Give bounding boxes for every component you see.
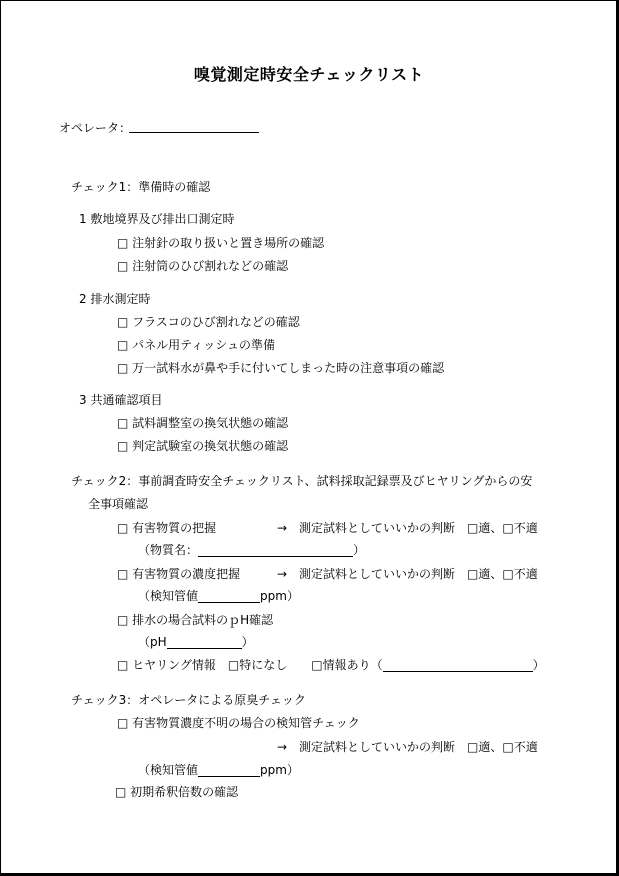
check2-item-hazard-concentration[interactable]: □ 有害物質の濃度把握 [117, 567, 241, 581]
substance-name-open: （物質名： [138, 543, 199, 557]
detector-tube-value-unit: ppm） [260, 589, 299, 603]
check2-item-hazard-concentration-judgement[interactable]: → 測定試料としていいかの判断 □適、□不適 [277, 567, 538, 581]
check1-item-prep-room-ventilation[interactable]: □ 試料調整室の換気状態の確認 [117, 416, 289, 430]
substance-name-field[interactable] [138, 543, 365, 557]
page-title: 嗅覚測定時安全チェックリスト [193, 65, 425, 84]
detector-tube-value-underline[interactable] [198, 591, 260, 603]
check3-item-detector-tube-judgement[interactable]: → 測定試料としていいかの判断 □適、□不適 [277, 740, 538, 754]
check2-item-ph-check[interactable]: □ 排水の場合試料のｐH確認 [117, 613, 274, 627]
operator-label: オペレータ： [59, 121, 132, 135]
operator-field-line[interactable] [129, 132, 259, 133]
detector-tube-value-open: （検知管値 [138, 589, 199, 603]
detector-tube-value-field[interactable] [138, 589, 299, 603]
ph-value-open: （pH [138, 635, 167, 649]
check1-section-2-label: 2 排水測定時 [79, 292, 151, 306]
ph-value-close: ） [241, 635, 254, 649]
check1-item-tissue-prep[interactable]: □ パネル用ティッシュの準備 [117, 338, 275, 352]
check1-item-needle-handling[interactable]: □ 注射針の取り扱いと置き場所の確認 [117, 236, 325, 250]
substance-name-close: ） [353, 543, 366, 557]
hearing-info-underline[interactable] [383, 660, 533, 672]
check2-item-hazard-identify-judgement[interactable]: → 測定試料としていいかの判断 □適、□不適 [277, 521, 538, 535]
substance-name-underline[interactable] [198, 545, 353, 557]
hearing-info-row[interactable] [117, 658, 545, 672]
check1-section-3-label: 3 共通確認項目 [79, 393, 163, 407]
ph-value-field[interactable] [138, 635, 254, 649]
check3-item-detector-tube[interactable]: □ 有害物質濃度不明の場合の検知管チェック [117, 716, 360, 730]
check3-detector-tube-value-open: （検知管値 [138, 763, 199, 777]
check3-detector-tube-value-field[interactable] [138, 763, 299, 777]
check2-heading-line1: チェック2：事前調査時安全チェックリスト、試料採取記録票及びヒヤリングからの安 [71, 474, 533, 488]
check3-heading: チェック3：オペレータによる原臭チェック [71, 693, 306, 707]
ph-value-underline[interactable] [167, 637, 242, 649]
check3-detector-tube-value-unit: ppm） [260, 763, 299, 777]
hearing-info-close: ） [532, 658, 545, 672]
check3-item-initial-dilution[interactable]: □ 初期希釈倍数の確認 [115, 785, 239, 799]
check1-item-sample-water-caution[interactable]: □ 万一試料水が鼻や手に付いてしまった時の注意事項の確認 [117, 361, 445, 375]
check1-item-syringe-crack[interactable]: □ 注射筒のひび割れなどの確認 [117, 259, 289, 273]
hearing-info-options[interactable]: □ ヒヤリング情報 □特になし □情報あり（ [117, 658, 383, 672]
check3-detector-tube-value-underline[interactable] [198, 765, 260, 777]
check2-heading-line2: 全事項確認 [88, 497, 149, 511]
check1-heading: チェック1：準備時の確認 [71, 180, 211, 194]
check1-item-flask-crack[interactable]: □ フラスコのひび割れなどの確認 [117, 315, 300, 329]
check1-section-1-label: 1 敷地境界及び排出口測定時 [79, 212, 235, 226]
check2-item-hazard-identify[interactable]: □ 有害物質の把握 [117, 521, 217, 535]
check1-item-test-room-ventilation[interactable]: □ 判定試験室の換気状態の確認 [117, 439, 289, 453]
